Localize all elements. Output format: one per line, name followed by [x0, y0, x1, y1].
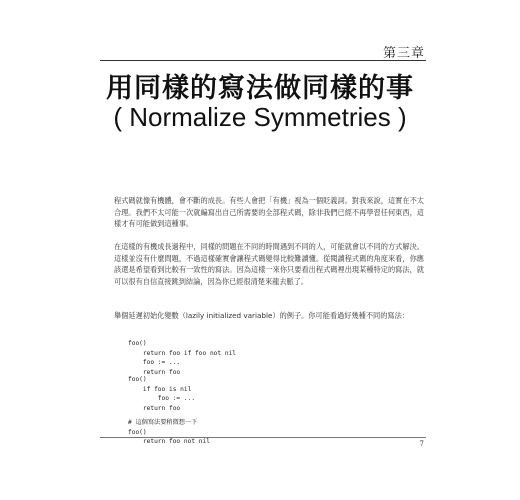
- page-subtitle: ( Normalize Symmetries ): [113, 102, 407, 132]
- page-title: 用同樣的寫法做同樣的事: [106, 73, 414, 104]
- chapter-label: 第三章: [382, 46, 425, 61]
- paragraph-1: 程式碼就像有機體，會不斷的成長。有些人會把「有機」視為一個貶義詞。對我來說，這實在不太合理。我們不太可能一次就編寫出自己所需要的全部程式碼，除非我們已經不再學習任何東西，這樣才有可能做到這種事。: [114, 196, 424, 228]
- paragraph-2: 在這樣的有機成長過程中，同樣的問題在不同的時間遇到不同的人，可能就會以不同的方式解決。這樣並沒有什麼問題，不過這樣確實會讓程式碼變得比較難讀懂。從閱讀程式碼的角度來看，你應該還是希望看到比較有一致性的寫法。因為這樣一來你只要看出程式碼裡出現某種特定的寫法，就可以很有自信直接跳到結論，因為你已經很清楚來龍去脈了。: [114, 242, 424, 286]
- page-number: 7: [419, 440, 424, 448]
- paragraph-3: 舉個延遲初始化變數（lazily initialized variable）的例子。你可能看過好幾種不同的寫法：: [114, 311, 409, 320]
- code-block-2: foo() if foo is nil foo := ... return foo: [128, 376, 196, 412]
- code-block-1: foo() return foo if foo not nil foo := ... return foo: [128, 340, 237, 376]
- code-block-3: # 這個寫法要稍微想一下 foo() return foo not nil: [128, 419, 210, 445]
- header-rule: [100, 60, 426, 61]
- footer-rule: [100, 437, 426, 438]
